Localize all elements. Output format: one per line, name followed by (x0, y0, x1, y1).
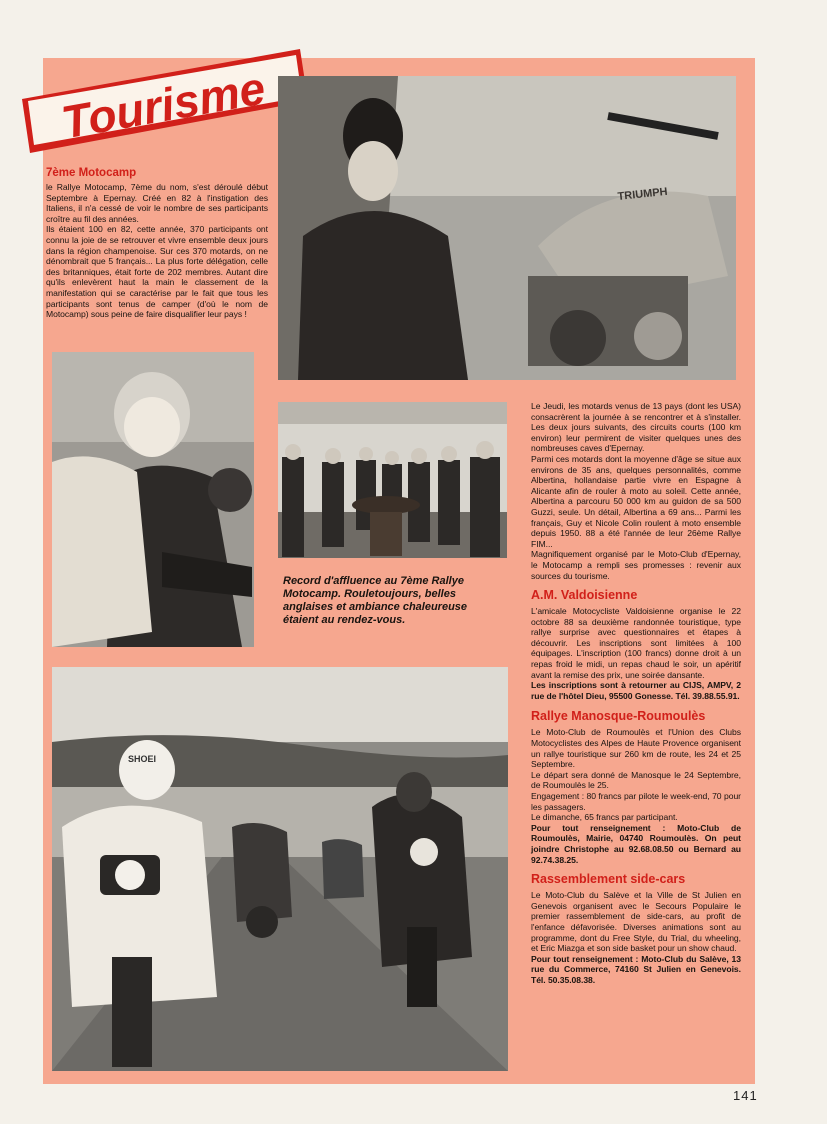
helmet-brand: SHOEI (128, 754, 157, 764)
manosque-paragraph-4: Le dimanche, 65 francs par participant. (531, 812, 678, 823)
manosque-paragraph-2: Le départ sera donné de Manosque le 24 Septembre, de Roumoulès le 25. (531, 769, 741, 791)
tank-brand: TRIUMPH (617, 185, 669, 203)
motocamp-paragraph-4: Parmi ces motards dont la moyenne d'âge se situe aux environs de 35 ans, quelques personnalités, comme Albertina, hollandaise partie vivre en Espagne à Alicante afin de rouler à moto au soleil. Cette année, Albertina a parcouru 50 000 km au guidon de sa 500 Guzzi, seule. Un détail, Albertina a 69 ans... Parmi les français, Guy et Nicole Colin roulent à moto ensemble depuis 1950. 88 a été l'année de leur 26ème Rallye FIM... (531, 453, 741, 549)
photo-riders-road (52, 667, 508, 1071)
photo-caption: Record d'affluence au 7ème Rallye Motocamp. Rouletoujours, belles anglaises et ambiance chaleureuse étaient au rendez-vous. (283, 575, 468, 626)
article-title-manosque: Rallye Manosque-Roumoulès (531, 709, 706, 724)
motocamp-paragraph-2: Ils étaient 100 en 82, cette année, 370 participants ont connu la joie de se retrouver et vivre ensemble deux jours dans la région champenoise. Sur ces 370 motards, on ne dénombrait que 5 français... La plus forte délégation, celle des britanniques, était forte de 202 membres. Autant dire qu'ils enlevèrent haut la main le classement de la manifestation qui se caractérise par le fait que tous les participants sont tenus de camper (d'où le nom de Motocamp) sous peine de faire disqualifier leur pays ! (46, 224, 268, 320)
motocamp-paragraph-3: Le Jeudi, les motards venus de 13 pays (dont les USA) consacrèrent la journée à se rencontrer et à s'installer. Les deux jours suivants, des circuits courts (100 km environ) leur permirent de visiter quelques unes des nombreuses caves d'Epernay. (531, 401, 741, 454)
section-title: Tourisme (57, 61, 269, 149)
sidecars-paragraph-2: Pour tout renseignement : Moto-Club du Salève, 13 rue du Commerce, 74160 St Julien en Genevois. Tél. 50.35.08.38. (531, 953, 741, 985)
article-title-valdoisienne: A.M. Valdoisienne (531, 588, 638, 603)
photo-rider-triumph (278, 76, 736, 380)
article-column-right (531, 401, 741, 986)
motocamp-paragraph-1: le Rallye Motocamp, 7ème du nom, s'est déroulé début Septembre à Epernay. Créé en 82 à l'instigation des Italiens, il n'a cessé de voir le nombre de ses participants croître au fil des années. (46, 182, 268, 224)
valdoisienne-paragraph-2: Les inscriptions sont à retourner au CIJS, AMPV, 2 rue de l'hôtel Dieu, 95500 Gonesse. Tél. 39.88.55.91. (531, 680, 741, 701)
manosque-paragraph-1: Le Moto-Club de Roumoulès et l'Union des Clubs Motocyclistes des Alpes de Haute Provence organisent un rallye touristique sur 260 km de route, les 24 et 25 Septembre. (531, 727, 741, 770)
article-title-sidecars: Rassemblement side-cars (531, 872, 686, 887)
article-title-motocamp: 7ème Motocamp (46, 167, 137, 179)
article-motocamp-intro (46, 167, 268, 320)
manosque-paragraph-5: Pour tout renseignement : Moto-Club de Roumoulès, Mairie, 04740 Roumoulès. On peut joindre Christophe au 92.68.08.50 ou Bernard au 92.74.38.25. (531, 822, 741, 865)
manosque-paragraph-3: Engagement : 80 francs par pilote le week-end, 70 pour les passagers. (531, 791, 741, 812)
photo-group-indoors (278, 402, 507, 558)
tourisme-logo (14, 41, 308, 153)
page-number: 141 (733, 1088, 758, 1103)
valdoisienne-paragraph-1: L'amicale Motocycliste Valdoisienne organise le 22 octobre 88 sa deuxième randonnée touristique, type rallye surprise avec questionnaires et étapes à découvrir. Les inscriptions sont limitées à 100 équipages. L'inscription (100 francs) donne droit à un repas froid le midi, un repas chaud le soir, un apéritif avant la remise des prix, une soirée dansante. (531, 606, 741, 680)
sidecars-paragraph-1: Le Moto-Club du Salève et la Ville de St Julien en Genevois organisent avec le Secours Populaire le premier rassemblement de side-cars, au profit de l'enfance défavorisée. Diverses animations sont au programme, dont du Free Style, du Trial, du wheeling, et Eric Miazga et son side basket pour un show chaud. (531, 890, 741, 954)
motocamp-paragraph-5: Magnifiquement organisé par le Moto-Club d'Epernay, le Motocamp a rempli ses promesses : revenir aux sources du tourisme. (531, 549, 741, 581)
photo-woman-helmet (52, 352, 254, 647)
